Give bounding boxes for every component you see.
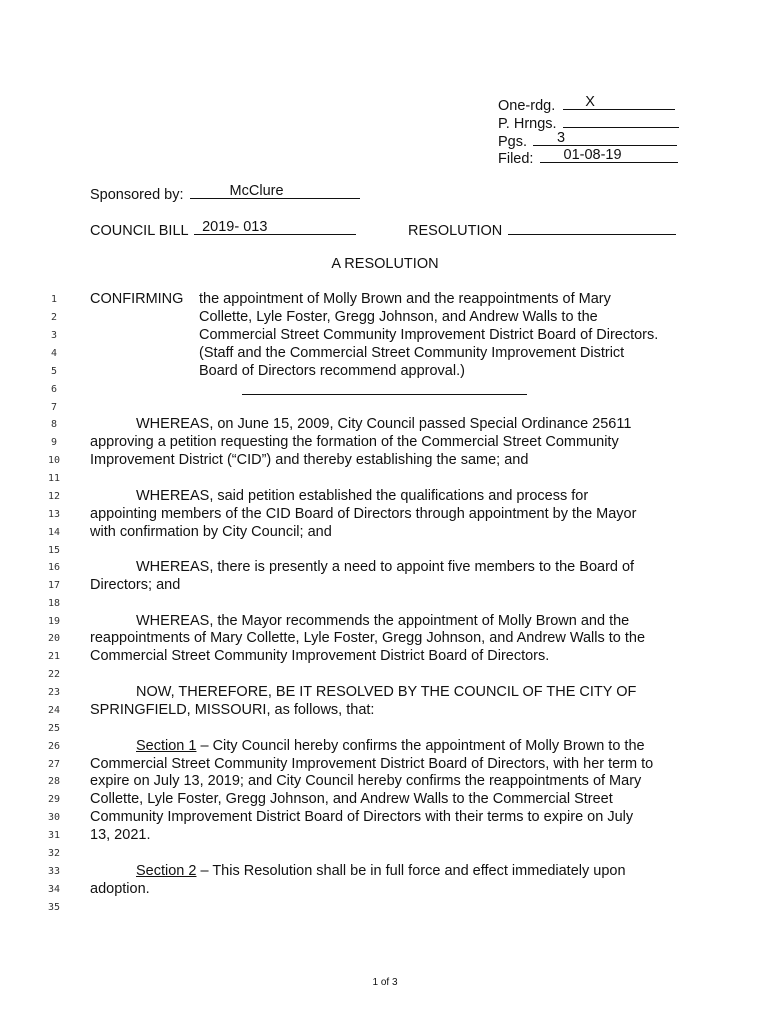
p-hrngs-label: P. Hrngs. — [498, 116, 557, 132]
line-number: 7 — [50, 402, 58, 413]
whereas-line: WHEREAS, said petition established the qualifications and process for — [136, 488, 589, 504]
resolution-row — [408, 219, 676, 240]
council-bill-row — [90, 219, 356, 240]
filed-blank — [540, 147, 678, 163]
line-number: 9 — [50, 437, 58, 448]
line-number: 25 — [47, 723, 61, 734]
p-hrngs-blank — [563, 112, 679, 128]
confirming-line: Collette, Lyle Foster, Gregg Johnson, and Andrew Walls to the — [199, 309, 598, 325]
line-number: 12 — [47, 491, 61, 502]
sponsor-row — [90, 183, 360, 204]
line-number: 5 — [50, 366, 58, 377]
line-number: 22 — [47, 669, 61, 680]
resolution-blank — [508, 219, 676, 235]
confirming-lead: CONFIRMING — [90, 291, 184, 307]
line-number: 34 — [47, 884, 61, 895]
line-number: 4 — [50, 348, 58, 359]
whereas-line: Commercial Street Community Improvement District Board of Directors. — [90, 648, 550, 664]
line-number: 1 — [50, 294, 58, 305]
line-number: 18 — [47, 598, 61, 609]
section-2-label: Section 2 — [136, 863, 197, 879]
line-number: 8 — [50, 419, 58, 430]
line-number: 30 — [47, 812, 61, 823]
filed-label: Filed: — [498, 151, 534, 167]
section-1-line: Commercial Street Community Improvement District Board of Directors, with her term to — [90, 756, 654, 772]
section-1-first-line — [136, 737, 645, 755]
whereas-line: with confirmation by City Council; and — [90, 524, 332, 540]
section-2-line: adoption. — [90, 881, 150, 897]
line-number: 6 — [50, 384, 58, 395]
section-1-line: Collette, Lyle Foster, Gregg Johnson, and Andrew Walls to the Commercial Street — [90, 791, 613, 807]
whereas-line: WHEREAS, on June 15, 2009, City Council passed Special Ordinance 25611 — [136, 416, 632, 432]
line-number: 15 — [47, 545, 61, 556]
whereas-line: WHEREAS, there is presently a need to appoint five members to the Board of — [136, 559, 635, 575]
section-1-text: – City Council hereby confirms the appointment of Molly Brown to the — [196, 738, 645, 754]
whereas-line: appointing members of the CID Board of Directors through appointment by the Mayor — [90, 506, 637, 522]
document-title: A RESOLUTION — [331, 256, 439, 272]
line-number: 14 — [47, 527, 61, 538]
pgs-blank — [533, 130, 677, 146]
filed-row — [498, 147, 678, 168]
section-1-label: Section 1 — [136, 738, 197, 754]
now-therefore-line: NOW, THEREFORE, BE IT RESOLVED BY THE COUNCIL OF THE CITY OF — [136, 684, 637, 700]
whereas-line: WHEREAS, the Mayor recommends the appointment of Molly Brown and the — [136, 613, 630, 629]
pgs-value: 3 — [557, 130, 566, 146]
line-number: 23 — [47, 687, 61, 698]
line-number: 20 — [47, 633, 61, 644]
line-number: 31 — [47, 830, 61, 841]
line-number: 13 — [47, 509, 61, 520]
sponsor-blank — [190, 183, 360, 199]
line-number: 28 — [47, 776, 61, 787]
confirming-line: Commercial Street Community Improvement District Board of Directors. — [199, 327, 659, 343]
whereas-line: reappointments of Mary Collette, Lyle Foster, Gregg Johnson, and Andrew Walls to the — [90, 630, 646, 646]
council-bill-value: 2019- 013 — [202, 219, 268, 235]
one-rdg-label: One-rdg. — [498, 98, 556, 114]
sponsor-value: McClure — [229, 183, 284, 199]
line-number: 2 — [50, 312, 58, 323]
line-number: 3 — [50, 330, 58, 341]
whereas-line: Improvement District (“CID”) and thereby establishing the same; and — [90, 452, 529, 468]
line-number: 33 — [47, 866, 61, 877]
sponsor-label: Sponsored by: — [90, 187, 184, 203]
line-number: 17 — [47, 580, 61, 591]
one-rdg-blank — [563, 94, 675, 110]
filed-value: 01-08-19 — [563, 147, 622, 163]
pgs-label: Pgs. — [498, 134, 528, 150]
line-number: 35 — [47, 902, 61, 913]
line-number: 21 — [47, 651, 61, 662]
page-number: 1 of 3 — [372, 977, 398, 988]
whereas-line: Directors; and — [90, 577, 181, 593]
line-number: 16 — [47, 562, 61, 573]
section-1-line: 13, 2021. — [90, 827, 151, 843]
line-number: 11 — [47, 473, 61, 484]
line-number: 19 — [47, 616, 61, 627]
section-2-first-line — [136, 862, 626, 880]
resolution-label: RESOLUTION — [408, 223, 503, 239]
line-number: 24 — [47, 705, 61, 716]
council-bill-label: COUNCIL BILL — [90, 223, 189, 239]
confirming-line: the appointment of Molly Brown and the reappointments of Mary — [199, 291, 611, 307]
signature-rule — [242, 394, 527, 395]
line-number: 27 — [47, 759, 61, 770]
now-therefore-line: SPRINGFIELD, MISSOURI, as follows, that: — [90, 702, 375, 718]
confirming-line: Board of Directors recommend approval.) — [199, 363, 465, 379]
section-1-line: expire on July 13, 2019; and City Council hereby confirms the reappointments of Mary — [90, 773, 642, 789]
confirming-line: (Staff and the Commercial Street Community Improvement District — [199, 345, 625, 361]
whereas-line: approving a petition requesting the formation of the Commercial Street Community — [90, 434, 619, 450]
line-number: 26 — [47, 741, 61, 752]
one-rdg-value: X — [585, 94, 595, 110]
line-number: 10 — [47, 455, 61, 466]
section-2-text: – This Resolution shall be in full force and effect immediately upon — [196, 863, 626, 879]
line-number: 29 — [47, 794, 61, 805]
line-number: 32 — [47, 848, 61, 859]
section-1-line: Community Improvement District Board of Directors with their terms to expire on July — [90, 809, 634, 825]
council-bill-blank — [194, 219, 356, 235]
